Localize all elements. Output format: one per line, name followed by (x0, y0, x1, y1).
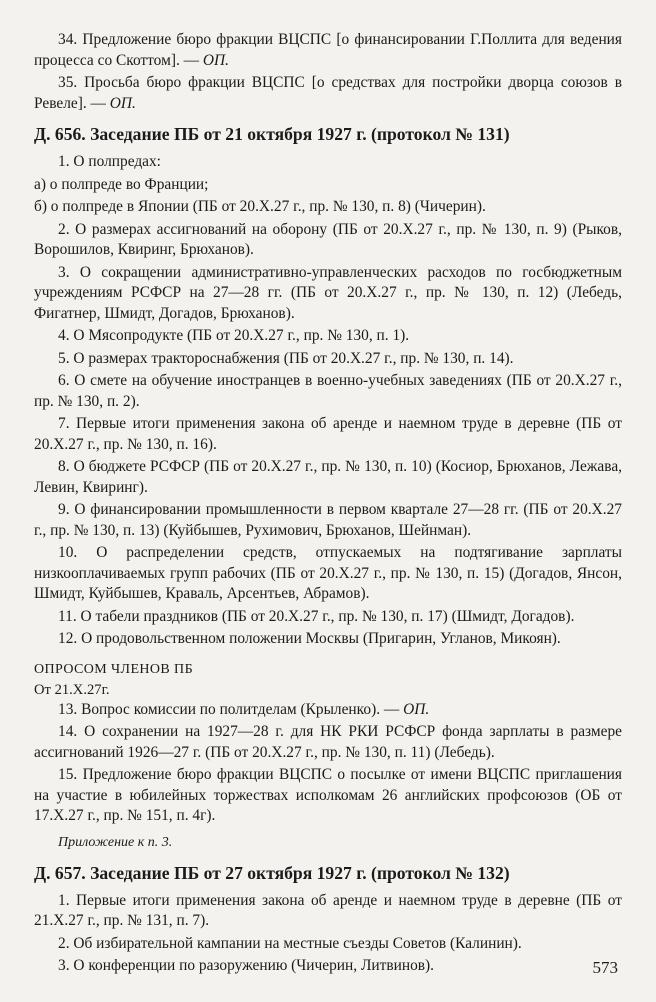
page-number: 573 (592, 958, 618, 977)
appendix-note: Приложение к п. 3. (58, 834, 173, 850)
doc-656-item-5: 5. О размерах тракторoснабжения (ПБ от 20.X.27 г., пр. № 130, п. 14). (58, 349, 514, 367)
doc-656-item-15: 15. Предложение бюро фракции ВЦСПС о посылке от имени ВЦСПС приглашения на участие в юбилейных торжествах исполкомам 26 английских профсоюзов (ОБ от 17.X.27 г., пр. № 151, п. 4г). (34, 766, 622, 824)
opros-date: От 21.X.27г. (34, 681, 110, 698)
doc-656-item-1: 1. О полпредах: (58, 153, 161, 170)
doc-656-item-13: 13. Вопрос комиссии по политделам (Крыленко). — ОП. (58, 700, 430, 718)
doc-657-item-3: 3. О конференции по разоружению (Чичерин, Литвинов). (58, 957, 435, 974)
doc-656-item-14: 14. О сохранении на 1927—28 г. для НК РКИ РСФСР фонда зарплаты в размере ассигнований 1926—27 г. (ПБ от 20.X.27 г., пр. № 130, п. 11) (Лебедь). (34, 723, 622, 761)
doc-657-item-1: 1. Первые итоги применения закона об аренде и наемном труде в деревне (ПБ от 21.X.27 г., пр. № 131, п. 7). (34, 891, 622, 929)
doc-656-item-3: 3. О сокращении административно-управленческих расходов по госбюджетным учреждениям РСФСР на 27—28 гг. (ПБ от 20.X.27 г., пр. № 130, п. 12) (Лебедь, Фигатнер, Шмидт, Догадов, Брюханов). (34, 263, 622, 322)
doc-656-title: Д. 656. Заседание ПБ от 21 октября 1927 г. (протокол № 131) (34, 124, 510, 144)
doc-657-title: Д. 657. Заседание ПБ от 27 октября 1927 г. (протокол № 132) (34, 862, 510, 883)
doc-656-item-6: 6. О смете на обучение иностранцев в военно-учебных заведениях (ПБ от 20.X.27 г., пр. № 130, п. 2). (34, 372, 622, 410)
doc-657-item-2: 2. Об избирательной кампании на местные съезды Советов (Калинин). (58, 934, 522, 952)
document-656 (34, 122, 622, 853)
item-35: 35. Просьба бюро фракции ВЦСПС [о средствах для постройки дворца союзов в Ревеле]. — ОП. (34, 74, 622, 112)
previous-items (34, 30, 622, 114)
item-34: 34. Предложение бюро фракции ВЦСПС [о финансировании Г.Поллита для ведения процесса со Скоттом]. — ОП. (34, 31, 622, 69)
doc-656-item-12: 12. О продовольственном положении Москвы (Пригарин, Угланов, Микоян). (58, 630, 561, 647)
doc-656-item-8: 8. О бюджете РСФСР (ПБ от 20.X.27 г., пр. № 130, п. 10) (Косиор, Брюханов, Лежава, Левин, Квиринг). (34, 458, 622, 496)
doc-656-item-2: 2. О размерах ассигнований на оборону (ПБ от 20.X.27 г., пр. № 130, п. 9) (Рыков, Ворошилов, Квиринг, Брюханов). (34, 220, 622, 258)
doc-656-item-11: 11. О табели праздников (ПБ от 20.X.27 г., пр. № 130, п. 17) (Шмидт, Догадов). (58, 607, 575, 625)
doc-656-item-4: 4. О Мясопродукте (ПБ от 20.X.27 г., пр. № 130, п. 1). (58, 327, 410, 344)
doc-656-item-9: 9. О финансировании промышленности в первом квартале 27—28 гг. (ПБ от 20.X.27 г., пр. № 130, п. 13) (Куйбышев, Рухимович, Брюханов, Шейнман). (34, 501, 622, 539)
doc-656-item-7: 7. Первые итоги применения закона об аренде и наемном труде в деревне (ПБ от 20.X.27 г., пр. № 130, п. 16). (34, 415, 622, 453)
doc-656-item-1b: б) о полпреде в Японии (ПБ от 20.X.27 г., пр. № 130, п. 8) (Чичерин). (34, 198, 486, 215)
opros-label: ОПРОСОМ ЧЛЕНОВ ПБ (34, 661, 194, 677)
doc-656-item-10: 10. О распределении средств, отпускаемых на подтягивание зарплаты низкооплачиваемых групп рабочих (ПБ от 20.X.27 г., пр. № 130, п. 15) (Догадов, Янсон, Шмидт, Куйбышев, Краваль, Арсентьев, Абрамов). (34, 544, 622, 602)
doc-656-item-1a: а) о полпреде во Франции; (34, 175, 209, 193)
document-657 (34, 861, 622, 977)
